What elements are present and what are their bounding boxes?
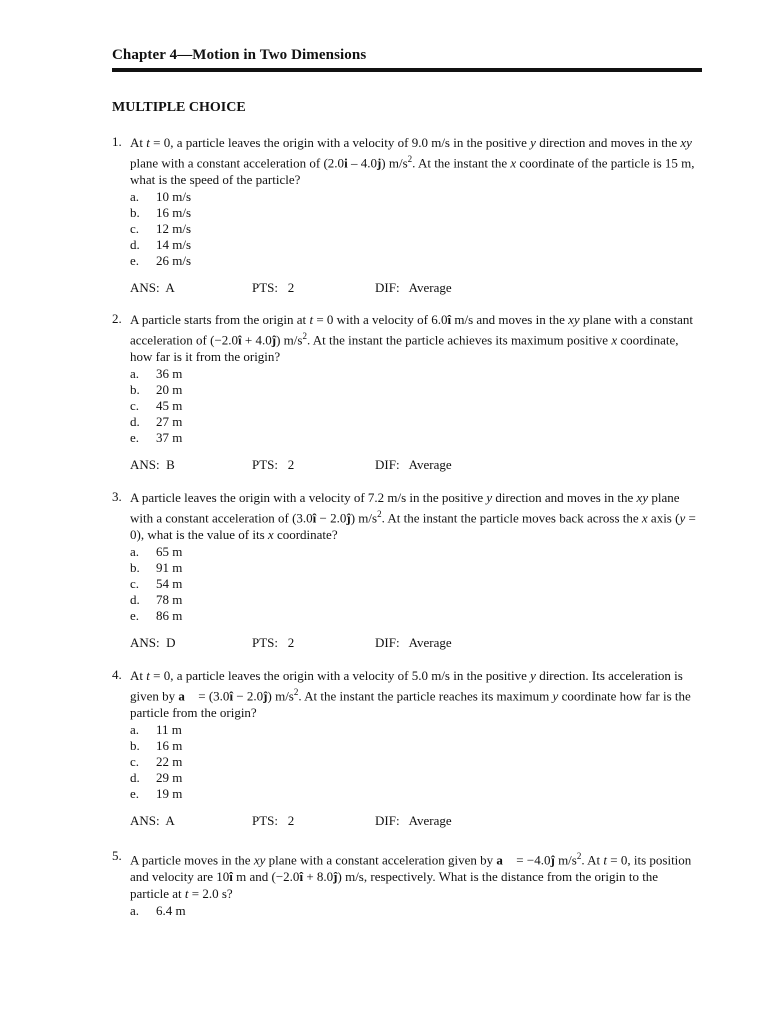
question-text: A particle leaves the origin with a velocity of 7.2 m/s in the positive y direction and moves in the xy plane with a constant acceleration of (3.0î − 2.0ĵ) $m/s^2$. At the instant the particle moves back across the x axis (y = 0), what is the value of its x coordinate? xyxy=(130,490,696,543)
question-text: A particle moves in the xy plane with a constant acceleration given by a⃗ = −4.0ĵ $m/s^2$. At t = 0, its position and velocity are 10î m and (−2.0î + 8.0ĵ) m/s, respectively. What is the distance from the origin to the particle at t = 2.0 s? xyxy=(130,851,692,902)
choice-text: 16 m xyxy=(156,738,183,754)
choice-d xyxy=(130,237,702,253)
question-text: At t = 0, a particle leaves the origin with a velocity of 5.0 m/s in the positive y direction. Its acceleration is given by a⃗ = (3.0î − 2.0ĵ) $m/s^2$. At the instant the particle reaches its maximum y coordinate how far is the particle from the origin? xyxy=(130,668,691,721)
choice-list xyxy=(130,189,702,269)
difficulty-label: DIF: Average xyxy=(375,813,452,829)
choice-text: 29 m xyxy=(156,770,183,786)
choice-c xyxy=(130,398,702,414)
question-number: 5. xyxy=(112,848,122,863)
answer-meta xyxy=(130,635,702,653)
points-label: PTS: 2 xyxy=(252,457,295,473)
choice-c xyxy=(130,576,702,592)
question-number: 3. xyxy=(112,489,122,504)
choice-d xyxy=(130,770,702,786)
choice-letter: e. xyxy=(130,253,140,269)
question-text: At t = 0, a particle leaves the origin with a velocity of 9.0 m/s in the positive y direction and moves in the xy plane with a constant acceleration of (2.0i – 4.0j) $m/s^2$. At the instant the x coordinate of the particle is 15 m, what is the speed of the particle? xyxy=(130,135,695,188)
choice-text: 27 m xyxy=(156,414,183,430)
answer-label: ANS: A xyxy=(130,280,175,296)
choice-c xyxy=(130,754,702,770)
question-number: 2. xyxy=(112,311,122,326)
choice-list xyxy=(130,366,702,446)
answer-label: ANS: B xyxy=(130,457,175,473)
choice-letter: b. xyxy=(130,738,140,754)
choice-text: 26 m/s xyxy=(156,253,192,269)
choice-text: 10 m/s xyxy=(156,189,192,205)
answer-label: ANS: A xyxy=(130,813,175,829)
difficulty-label: DIF: Average xyxy=(375,635,452,651)
question-number: 4. xyxy=(112,667,122,682)
question-text: A particle starts from the origin at t = 0 with a velocity of 6.0î m/s and moves in the xy plane with a constant acceleration of (−2.0î + 4.0ĵ) $m/s^2$. At the instant the particle achieves its maximum positive x coordinate, how far is it from the origin? xyxy=(130,312,694,365)
choice-letter: a. xyxy=(130,903,140,919)
answer-label: ANS: D xyxy=(130,635,176,651)
choice-e xyxy=(130,253,702,269)
choice-letter: c. xyxy=(130,398,140,414)
choice-list xyxy=(130,903,702,919)
choice-text: 36 m xyxy=(156,366,183,382)
choice-text: 20 m xyxy=(156,382,183,398)
choice-e xyxy=(130,430,702,446)
choice-b xyxy=(130,560,702,576)
choice-a xyxy=(130,722,702,738)
choice-letter: e. xyxy=(130,786,140,802)
choice-text: 11 m xyxy=(156,722,182,738)
choice-letter: d. xyxy=(130,770,140,786)
choice-letter: c. xyxy=(130,221,140,237)
choice-list xyxy=(130,722,702,802)
choice-text: 65 m xyxy=(156,544,183,560)
points-label: PTS: 2 xyxy=(252,635,295,651)
choice-list xyxy=(130,544,702,624)
question-5 xyxy=(112,848,702,919)
answer-meta xyxy=(130,280,702,298)
question-3 xyxy=(112,489,702,653)
choice-letter: d. xyxy=(130,592,140,608)
choice-a xyxy=(130,366,702,382)
choice-letter: b. xyxy=(130,560,140,576)
choice-text: 45 m xyxy=(156,398,183,414)
choice-text: 86 m xyxy=(156,608,183,624)
choice-letter: a. xyxy=(130,722,140,738)
choice-letter: b. xyxy=(130,382,140,398)
choice-text: 12 m/s xyxy=(156,221,192,237)
section-title: MULTIPLE CHOICE xyxy=(112,100,246,115)
question-2 xyxy=(112,311,702,475)
choice-text: 78 m xyxy=(156,592,183,608)
choice-letter: b. xyxy=(130,205,140,221)
choice-e xyxy=(130,608,702,624)
choice-letter: c. xyxy=(130,754,140,770)
choice-text: 6.4 m xyxy=(156,903,186,919)
question-1 xyxy=(112,134,702,298)
choice-b xyxy=(130,205,702,221)
choice-letter: a. xyxy=(130,189,140,205)
choice-a xyxy=(130,544,702,560)
choice-letter: d. xyxy=(130,237,140,253)
choice-b xyxy=(130,382,702,398)
difficulty-label: DIF: Average xyxy=(375,457,452,473)
choice-text: 19 m xyxy=(156,786,183,802)
question-4 xyxy=(112,667,702,831)
choice-letter: e. xyxy=(130,608,140,624)
choice-b xyxy=(130,738,702,754)
chapter-title: Chapter 4—Motion in Two Dimensions xyxy=(112,47,367,63)
choice-letter: d. xyxy=(130,414,140,430)
answer-meta xyxy=(130,813,702,831)
difficulty-label: DIF: Average xyxy=(375,280,452,296)
choice-text: 54 m xyxy=(156,576,183,592)
answer-meta xyxy=(130,457,702,475)
choice-a xyxy=(130,189,702,205)
choice-letter: a. xyxy=(130,544,140,560)
choice-letter: e. xyxy=(130,430,140,446)
choice-e xyxy=(130,786,702,802)
choice-text: 37 m xyxy=(156,430,183,446)
choice-d xyxy=(130,414,702,430)
choice-a xyxy=(130,903,702,919)
choice-letter: a. xyxy=(130,366,140,382)
choice-d xyxy=(130,592,702,608)
points-label: PTS: 2 xyxy=(252,813,295,829)
choice-text: 91 m xyxy=(156,560,183,576)
choice-c xyxy=(130,221,702,237)
question-number: 1. xyxy=(112,134,122,149)
choice-letter: c. xyxy=(130,576,140,592)
header-rule xyxy=(112,68,702,72)
choice-text: 22 m xyxy=(156,754,183,770)
choice-text: 16 m/s xyxy=(156,205,192,221)
points-label: PTS: 2 xyxy=(252,280,295,296)
choice-text: 14 m/s xyxy=(156,237,192,253)
